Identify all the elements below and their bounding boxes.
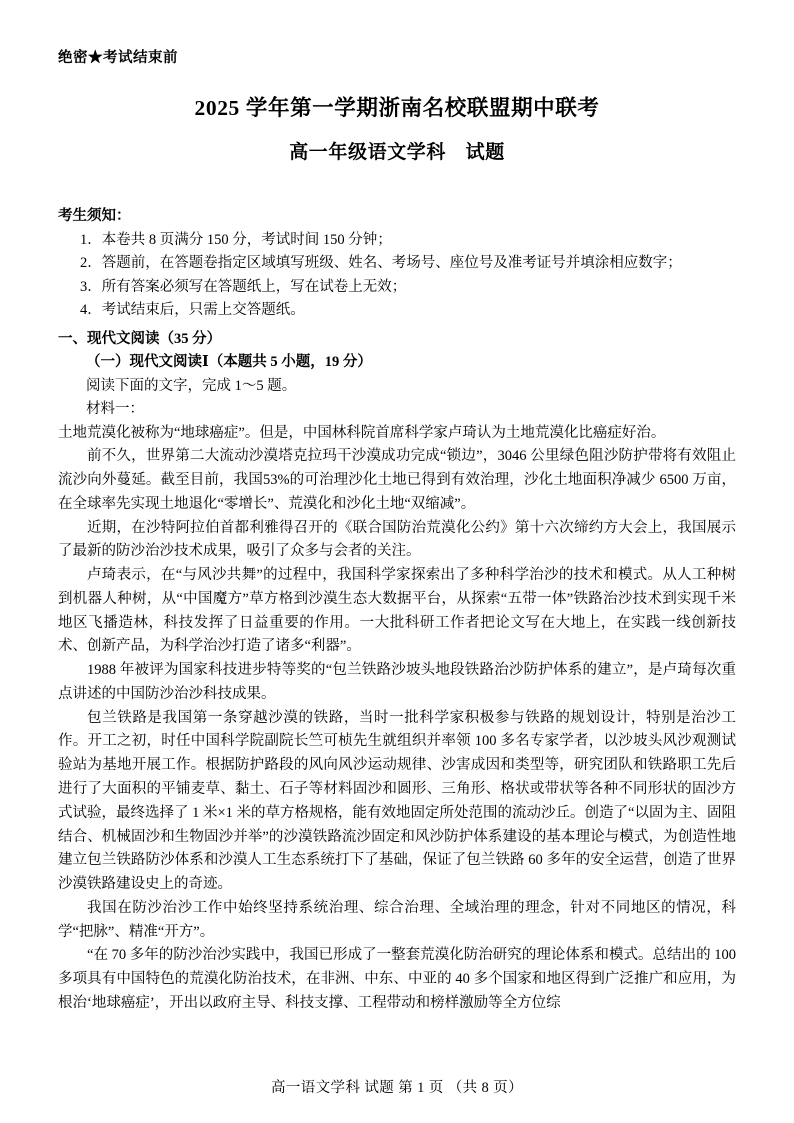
notice-item: 2．答题前，在答题卷指定区域填写班级、姓名、考场号、座位号及准考证号并填涂相应数字； <box>80 255 682 272</box>
candidate-notice-heading: 考生须知： <box>58 207 131 224</box>
notice-item: 4．考试结束后，只需上交答题纸。 <box>80 302 305 319</box>
notice-item: 3．所有答案必须写在答题纸上，写在试卷上无效； <box>80 278 407 295</box>
body-paragraph: 包兰铁路是我国第一条穿越沙漠的铁路，当时一批科学家积极参与铁路的规划设计，特别是治沙工作。开工之初，时任中国科学院副院长竺可桢先生就组织并率领 100 多名专家学者，以沙坡头风沙观测试验站为基地开展工作。根据防护路段的风向风沙运动规律、沙害成因和类型等，研究团队和铁路职工先后进行了大面积的平铺麦草、黏土、石子等材料固沙和圆形、三角形、格状或带状等各种不同形状的固沙方式试验，最终选择了 1 米×1 米的草方格规格，能有效地固定所处范围的流动沙丘。创造了“以固为主、固阻结合、机械固沙和生物固沙并举”的沙漠铁路流沙固定和风沙防护体系建设的基本理论与模式，为创造性地建立包兰铁路防沙体系和沙漠人工生态系统打下了基础，保证了包兰铁路 60 多年的安全运营，创造了世界沙漠铁路建设史上的奇迹。 <box>58 709 736 893</box>
body-paragraph: 前不久，世界第二大流动沙漠塔克拉玛干沙漠成功完成“锁边”，3046 公里绿色阻沙防护带将有效阻止流沙向外蔓延。截至目前，我国53%的可治理沙化土地已得到有效治理，沙化土地面积净减少 6500 万亩，在全球率先实现土地退化“零增长”、荒漠化和沙化土地“双缩减”。 <box>58 448 736 512</box>
body-paragraph: 我国在防沙治沙工作中始终坚持系统治理、综合治理、全域治理的理念，针对不同地区的情况，科学“把脉”、精准“开方”。 <box>58 899 736 940</box>
page-title: 2025 学年第一学期浙南名校联盟期中联考 <box>194 96 600 120</box>
security-note: 绝密★考试结束前 <box>58 50 178 66</box>
material-label: 材料一： <box>86 401 144 418</box>
reading-instruction: 阅读下面的文字，完成 1～5 题。 <box>86 377 297 394</box>
page-subtitle: 高一年级语文学科 试题 <box>289 141 505 163</box>
section-heading-one: 一、现代文阅读（35 分） <box>58 330 222 347</box>
notice-item: 1．本卷共 8 页满分 150 分，考试时间 150 分钟； <box>80 231 392 248</box>
body-paragraph: 1988 年被评为国家科技进步特等奖的“包兰铁路沙坡头地段铁路治沙防护体系的建立”，是卢琦每次重点讲述的中国防沙治沙科技成果。 <box>58 662 736 702</box>
subsection-heading-one: （一）现代文阅读Ⅰ（本题共 5 小题，19 分） <box>86 354 372 371</box>
body-paragraph: 近期，在沙特阿拉伯首都利雅得召开的《联合国防治荒漠化公约》第十六次缔约方大会上，我国展示了最新的防沙治沙技术成果，吸引了众多与会者的关注。 <box>58 519 736 560</box>
body-paragraph: 土地荒漠化被称为“地球癌症”。但是，中国林科院首席科学家卢琦认为土地荒漠化比癌症好治。 <box>58 424 666 441</box>
page-footer: 高一语文学科 试题 第 1 页 （共 8 页） <box>270 1080 524 1096</box>
body-paragraph: “在 70 多年的防沙治沙实践中，我国已形成了一整套荒漠化防治研究的理论体系和模式。总结出的 100 多项具有中国特色的荒漠化防治技术，在非洲、中东、中亚的 40 多个国家和地区得到广泛推广和应用，为根治‘地球癌症’，开出以政府主导、科技支撑、工程带动和榜样激励等全方位综 <box>58 947 736 1011</box>
body-paragraph: 卢琦表示，在“与风沙共舞”的过程中，我国科学家探索出了多种科学治沙的技术和模式。从人工种树到机器人种树，从“中国魔方”草方格到沙漠生态大数据平台，从探索“五带一体”铁路治沙技术到实现千米地区飞播造林，科技发挥了日益重要的作用。一大批科研工作者把论文写在大地上，在实践一线创新技术、创新产品，为科学治沙打造了诸多“利器”。 <box>58 567 736 655</box>
